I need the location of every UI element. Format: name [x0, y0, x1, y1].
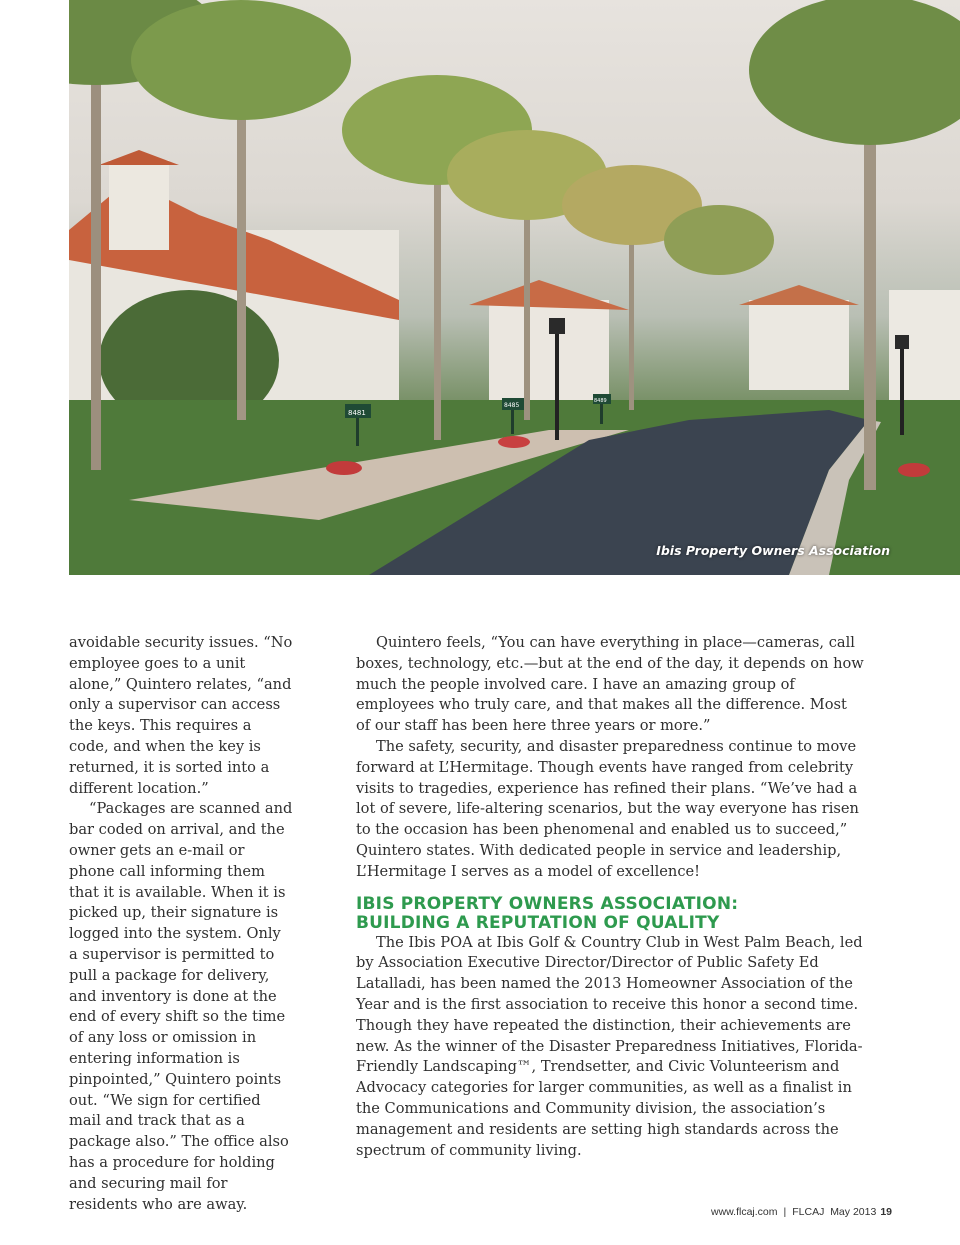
left-paragraph-2: “Packages are scanned and bar coded on arrival, and the owner gets an e-mail or phone call informing them that it is available. When it is picked up, their signature is logged into the system. Only a supervisor is permitted to pull a package for delivery, and inventory is done at the end of every shift so the time of any loss or omission in entering information is pinpointed,” Quintero points out. “We sign for certified mail and track that as a package also.” The office also has a procedure for holding and securing mail for residents who are away.: [69, 800, 293, 1213]
footer-issue: May 2013: [830, 1206, 877, 1218]
mailbox-number-1: 8481: [348, 409, 366, 417]
right-paragraph-1: Quintero feels, “You can have everything in place—cameras, call boxes, technology, etc.—but at the end of the day, it depends on how much the people involved care. I have an amazing group of employees who truly care, and that makes all the difference. Most of our staff has been here three years or more.”: [356, 634, 864, 735]
photo-caption: Ibis Property Owners Association: [656, 543, 890, 558]
left-column: [69, 633, 294, 1215]
footer-separator: |: [783, 1206, 787, 1218]
mailbox-number-2: 8485: [504, 402, 520, 409]
section-heading-line-1: IBIS PROPERTY OWNERS ASSOCIATION:: [356, 893, 739, 914]
footer-page-number: 19: [880, 1206, 892, 1218]
section-heading-line-2: BUILDING A REPUTATION OF QUALITY: [356, 912, 720, 933]
footer-publication: FLCAJ: [792, 1206, 825, 1218]
left-paragraph-1: avoidable security issues. “No employee goes to a unit alone,” Quintero relates, “and only a supervisor can access the keys. This requires a code, and when the key is returned, it is sorted into a different location.”: [69, 634, 293, 797]
section-paragraph: The Ibis POA at Ibis Golf & Country Club in West Palm Beach, led by Association Executive Director/Director of Public Safety Ed Latalladi, has been named the 2013 Homeowner Association of the Year and is the first association to receive this honor a second time. Though they have repeated the distinction, their achievements are new. As the winner of the Disaster Preparedness Initiatives, Florida-Friendly Landscaping™, Trendsetter, and Civic Volunteerism and Advocacy categories for larger communities, as well as a finalist in the Communications and Community division, the association’s management and residents are setting high standards across the spectrum of community living.: [356, 933, 863, 1159]
mailbox-number-3: 8489: [594, 398, 607, 404]
footer-website: www.flcaj.com: [711, 1206, 778, 1218]
section-heading: [356, 895, 864, 933]
page-footer: [711, 1206, 892, 1218]
right-paragraph-2: The safety, security, and disaster preparedness continue to move forward at L’Hermitage. Though events have ranged from celebrity visits to tragedies, experience has refined their plans. “We’ve had a lot of severe, life-altering scenarios, but the way everyone has risen to the occasion has been phenomenal and enabled us to succeed,” Quintero states. With dedicated people in service and leadership, L’Hermitage I serves as a model of excellence!: [356, 737, 859, 880]
hero-photo: [69, 0, 960, 575]
right-column: [356, 633, 864, 1161]
street-scene-illustration: [69, 0, 960, 575]
